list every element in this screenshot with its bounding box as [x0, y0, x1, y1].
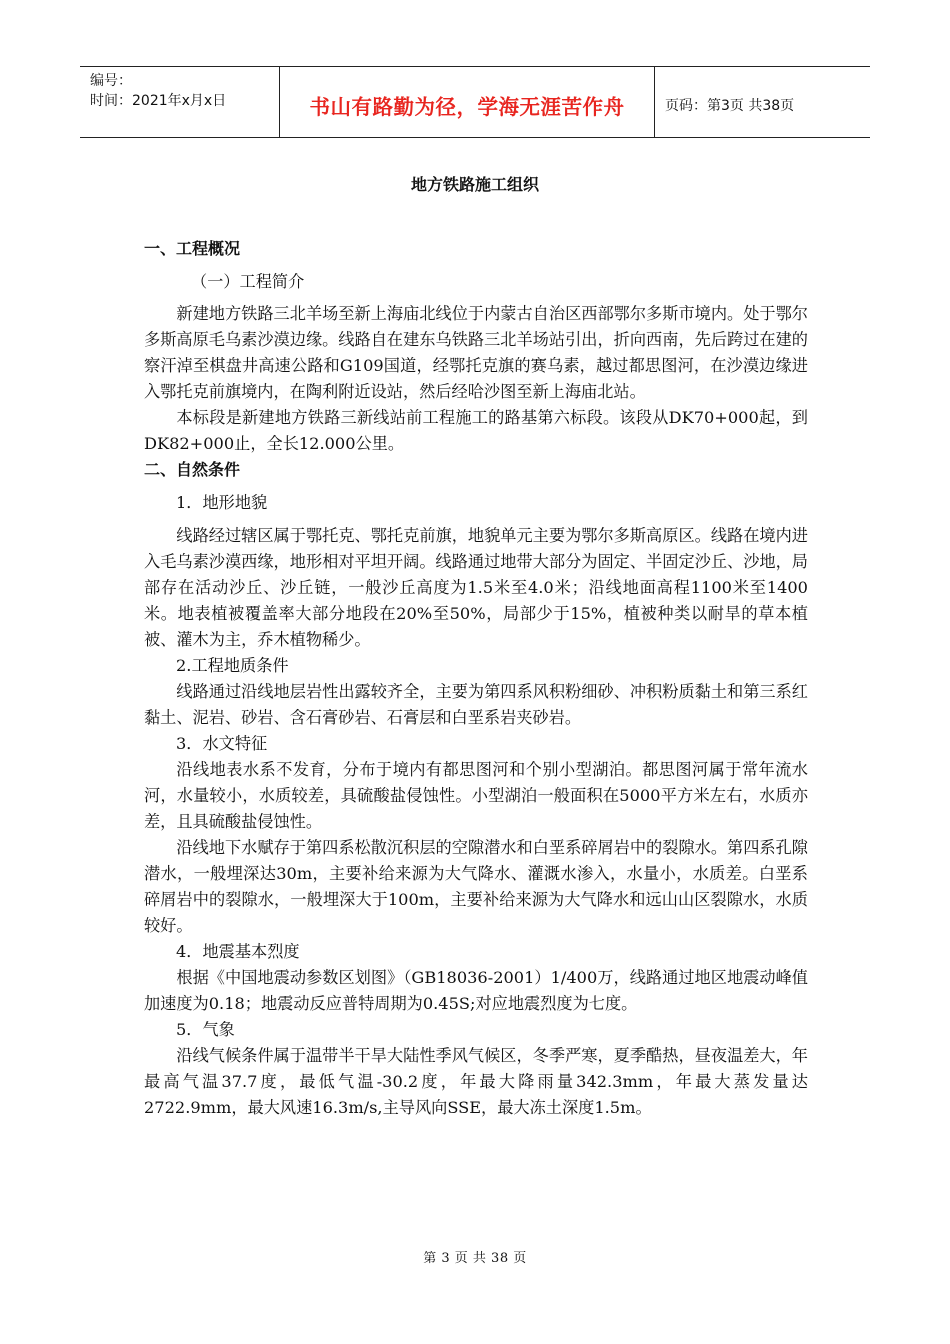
- subheading-geology: 2.工程地质条件: [176, 656, 289, 675]
- document-body: [144, 236, 808, 1121]
- document-title: 地方铁路施工组织: [410, 175, 539, 194]
- paragraph: 根据《中国地震动参数区划图》（GB18036-2001）1/400万，线路通过地区地震动峰值加速度为0.18；地震动反应普特周期为0.45S;对应地震烈度为七度。: [144, 968, 808, 1013]
- paragraph: 新建地方铁路三北羊场至新上海庙北线位于内蒙古自治区西部鄂尔多斯市境内。处于鄂尔多斯高原毛乌素沙漠边缘。线路自在建东乌铁路三北羊场站引出，折向西南，先后跨过在建的察汗淖至棋盘井高速公路和G109国道，经鄂托克旗的赛乌素，越过都思图河，在沙漠边缘进入鄂托克前旗境内，在陶利附近设站，然后经哈沙图至新上海庙北站。: [144, 304, 808, 401]
- header-motto: 书山有路勤为径，学海无涯苦作舟: [280, 67, 655, 137]
- section-heading-overview: 一、工程概况: [144, 239, 241, 258]
- header-meta: [80, 67, 280, 137]
- paragraph: 本标段是新建地方铁路三新线站前工程施工的路基第六标段。该段从DK70+000起，到DK82+000止，全长12.000公里。: [144, 408, 808, 453]
- header-page-info: 页码：第3页 共38页: [665, 98, 795, 114]
- paragraph: 沿线地下水赋存于第四系松散沉积层的空隙潜水和白垩系碎屑岩中的裂隙水。第四系孔隙潜水，一般埋深达30m，主要补给来源为大气降水、灌溉水渗入，水量小，水质差。白垩系碎屑岩中的裂隙水，一般埋深大于100m，主要补给来源为大气降水和远山山区裂隙水，水质较好。: [144, 838, 808, 935]
- doc-number-label: 编号：: [90, 73, 132, 89]
- paragraph: 沿线地表水系不发育，分布于境内有都思图河和个别小型湖泊。都思图河属于常年流水河，水量较小，水质较差，具硫酸盐侵蚀性。小型湖泊一般面积在5000平方米左右，水质亦差，且具硫酸盐侵蚀性。: [144, 760, 808, 831]
- page-footer: 第 3 页 共 38 页: [423, 1251, 527, 1266]
- subheading-hydrology: 3．水文特征: [176, 734, 268, 753]
- paragraph: 线路通过沿线地层岩性出露较齐全，主要为第四系风积粉细砂、冲积粉质黏土和第三系红黏土、泥岩、砂岩、含石膏砂岩、石膏层和白垩系岩夹砂岩。: [144, 682, 808, 727]
- paragraph: 沿线气候条件属于温带半干旱大陆性季风气候区，冬季严寒，夏季酷热，昼夜温差大，年最高气温37.7度，最低气温-30.2度，年最大降雨量342.3mm，年最大蒸发量达2722.9mm，最大风速16.3m/s,主导风向SSE，最大冻土深度1.5m。: [144, 1046, 808, 1117]
- subheading-seismic: 4．地震基本烈度: [176, 942, 300, 961]
- header-table: [80, 66, 870, 138]
- section-heading-natural-conditions: 二、自然条件: [144, 460, 241, 479]
- paragraph: 线路经过辖区属于鄂托克、鄂托克前旗，地貌单元主要为鄂尔多斯高原区。线路在境内进入毛乌素沙漠西缘，地形相对平坦开阔。线路通过地带大部分为固定、半固定沙丘、沙地，局部存在活动沙丘、沙丘链，一般沙丘高度为1.5米至4.0米；沿线地面高程1100米至1400米。地表植被覆盖率大部分地段在20%至50%，局部少于15%，植被种类以耐旱的草本植被、灌木为主，乔木植物稀少。: [144, 526, 808, 649]
- doc-date-label: 时间：2021年x月x日: [90, 93, 227, 109]
- subheading-terrain: 1．地形地貌: [176, 493, 268, 512]
- subheading-climate: 5．气象: [176, 1020, 235, 1039]
- subheading-intro: （一）工程简介: [191, 272, 305, 291]
